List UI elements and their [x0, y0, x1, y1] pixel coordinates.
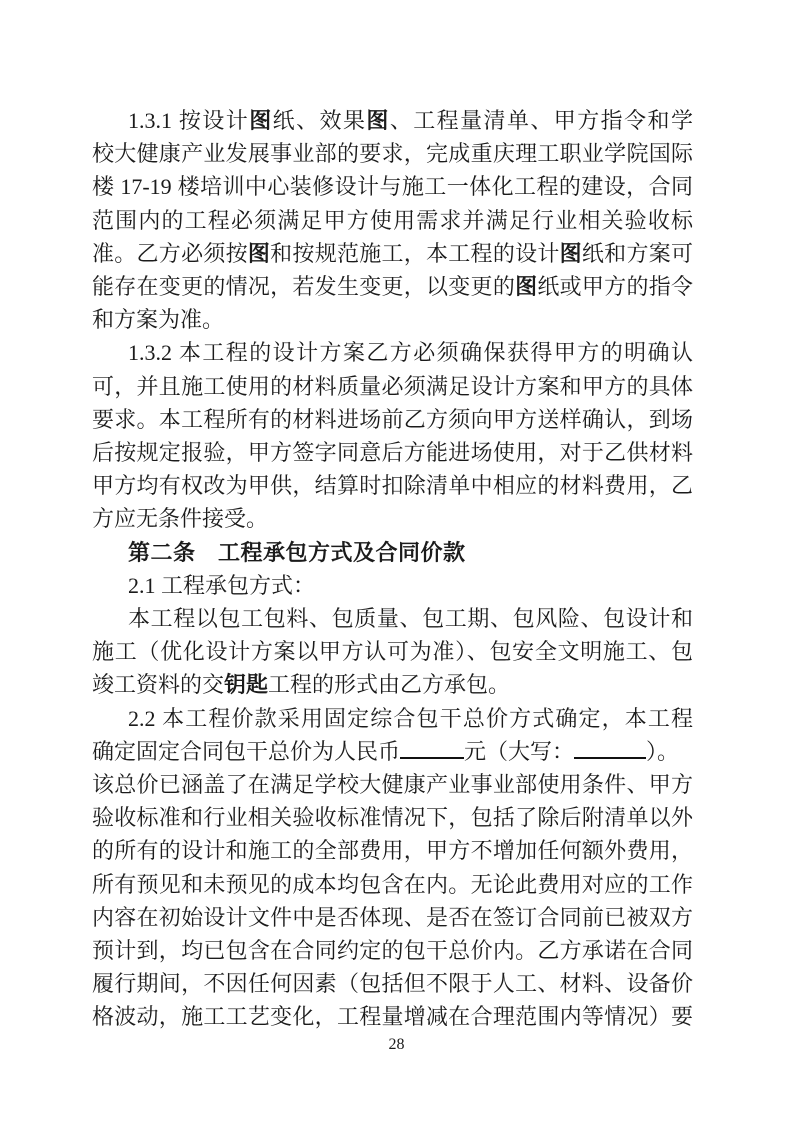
text-line: 验收标准和行业相关验收标准情况下，包括了除后附清单以外	[92, 805, 693, 831]
text-line-with-blanks	[92, 735, 693, 768]
amount-blank-underline	[400, 736, 464, 759]
text-line: 方应无条件接受。	[92, 506, 269, 532]
price-line-suffix: ）。	[646, 738, 680, 764]
text-line: 该总价已涵盖了在满足学校大健康产业事业部使用条件、甲方	[92, 772, 693, 798]
text-line: 履行期间，不因任何因素（包括但不限于人工、材料、设备价	[92, 971, 693, 997]
text-line: 内容在初始设计文件中是否体现、是否在签订合同前已被双方	[92, 904, 693, 930]
text-line: 预计到，均已包含在合同约定的包干总价内。乙方承诺在合同	[92, 938, 693, 964]
text-line: 1.3.1 按设计图纸、效果图、工程量清单、甲方指令和学	[128, 108, 693, 133]
text-line: 竣工资料的交钥匙工程的形式由乙方承包。	[92, 672, 511, 698]
amount-caps-blank-underline	[574, 736, 646, 759]
text-line: 的所有的设计和施工的全部费用，甲方不增加任何额外费用，	[92, 838, 693, 864]
text-line: 能存在变更的情况，若发生变更，以变更的图纸或甲方的指令	[92, 274, 693, 300]
text-line: 2.2 本工程价款采用固定综合包干总价方式确定，本工程	[128, 705, 693, 731]
text-line: 校大健康产业发展事业部的要求，完成重庆理工职业学院国际	[92, 141, 693, 167]
text-line: 楼 17-19 楼培训中心装修设计与施工一体化工程的建设，合同	[92, 174, 693, 200]
text-line: 本工程以包工包料、包质量、包工期、包风险、包设计和	[128, 606, 693, 632]
text-line: 后按规定报验，甲方签字同意后方能进场使用，对于乙供材料	[92, 440, 693, 466]
price-line-prefix: 确定固定合同包干总价为人民币	[92, 738, 401, 764]
text-line: 所有预见和未预见的成本均包含在内。无论此费用对应的工作	[92, 871, 693, 897]
text-line: 准。乙方必须按图和按规范施工，本工程的设计图纸和方案可	[92, 240, 693, 266]
text-line: 甲方均有权改为甲供，结算时扣除清单中相应的材料费用，乙	[92, 473, 693, 499]
section-heading: 第二条 工程承包方式及合同价款	[128, 539, 466, 565]
text-line: 和方案为准。	[92, 307, 225, 333]
text-line: 要求。本工程所有的材料进场前乙方须向甲方送样确认，到场	[92, 406, 693, 432]
text-line: 2.1 工程承包方式：	[128, 572, 316, 598]
page-number: 28	[388, 1036, 405, 1053]
text-line: 格波动，施工工艺变化，工程量增减在合理范围内等情况）要	[92, 1004, 693, 1030]
text-block	[92, 104, 693, 1034]
price-line-mid: 元（大写：	[464, 738, 575, 764]
text-line: 可，并且施工使用的材料质量必须满足设计方案和甲方的具体	[92, 373, 693, 399]
text-line: 范围内的工程必须满足甲方使用需求并满足行业相关验收标	[92, 207, 693, 233]
text-line: 1.3.2 本工程的设计方案乙方必须确保获得甲方的明确认	[128, 340, 693, 366]
text-line: 施工（优化设计方案以甲方认可为准）、包安全文明施工、包	[92, 639, 693, 665]
